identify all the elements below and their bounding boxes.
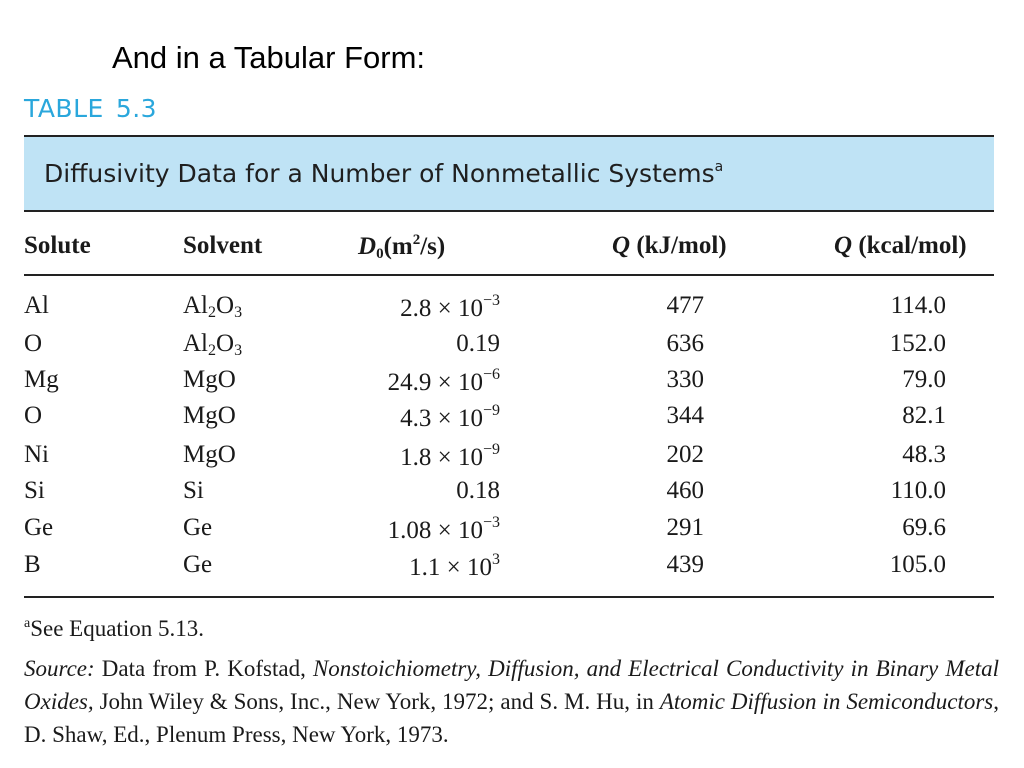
- cell-fragment: Ge: [183, 514, 213, 541]
- cell-q-kcal: 79.0: [902, 366, 946, 393]
- cell-fragment: 3: [234, 304, 243, 321]
- header-solvent: Solvent: [183, 232, 263, 259]
- cell-fragment: 1.8 × 10: [400, 444, 483, 471]
- table-caption-text: Diffusivity Data for a Number of Nonmetallic Systems: [44, 159, 715, 188]
- cell-fragment: −9: [482, 402, 500, 419]
- header-d0-units-sup: 2: [412, 232, 421, 248]
- cell-fragment: 1.08 × 10: [387, 517, 483, 544]
- cell-fragment: −3: [482, 514, 500, 531]
- header-d0-units-post: /s): [420, 233, 446, 260]
- footnote-text: See Equation 5.13.: [30, 616, 204, 641]
- table-row: [0, 551, 1024, 587]
- header-q-kj-units: (kJ/mol): [630, 232, 727, 259]
- header-q-kj: [612, 232, 727, 260]
- source-text: John Wiley & Sons, Inc., New York, 1972; and S. M. Hu, in: [93, 689, 660, 714]
- cell-q-kj: 344: [666, 402, 704, 429]
- cell-fragment: Ge: [183, 551, 213, 578]
- table-row: [0, 366, 1024, 402]
- cell-fragment: 3: [234, 342, 243, 359]
- cell-q-kcal: 69.6: [902, 514, 946, 541]
- cell-fragment: −6: [482, 366, 500, 383]
- cell-q-kcal: 82.1: [902, 402, 946, 429]
- cell-fragment: 24.9 × 10: [387, 369, 483, 396]
- cell-fragment: 0.18: [456, 477, 500, 504]
- cell-solute: Al: [24, 292, 49, 319]
- header-q-kcal: [834, 232, 967, 260]
- table-caption: [44, 159, 723, 188]
- table-label-word: TABLE: [24, 94, 104, 123]
- cell-fragment: 2: [208, 304, 216, 321]
- header-d0-sub: 0: [376, 246, 384, 262]
- cell-solute: Mg: [24, 366, 59, 393]
- source-italic-text: Atomic Diffusion in Semiconductors: [659, 689, 994, 714]
- cell-fragment: Al: [183, 330, 208, 357]
- bottom-rule: [24, 596, 994, 598]
- table-row: [0, 514, 1024, 550]
- cell-q-kcal: 114.0: [890, 292, 946, 319]
- cell-solute: O: [24, 402, 43, 429]
- header-q-kcal-units: (kcal/mol): [852, 232, 967, 259]
- cell-q-kj: 291: [666, 514, 704, 541]
- cell-fragment: Al: [183, 292, 208, 319]
- cell-fragment: 3: [492, 551, 500, 568]
- header-solute: Solute: [24, 232, 91, 259]
- cell-fragment: MgO: [183, 441, 236, 468]
- cell-q-kj: 202: [666, 441, 704, 468]
- cell-solute: Si: [24, 477, 45, 504]
- cell-fragment: −9: [482, 441, 500, 458]
- cell-q-kj: 460: [666, 477, 704, 504]
- header-q-kj-symbol: Q: [612, 232, 631, 259]
- table-footnote: [24, 616, 204, 642]
- cell-fragment: MgO: [183, 366, 236, 393]
- source-italic-text: Nonstoichiometry, Diffusion, and Electrical Conductivity in Binary Metal Oxides,: [24, 656, 999, 714]
- cell-solute: B: [24, 551, 41, 578]
- cell-fragment: MgO: [183, 402, 236, 429]
- cell-q-kcal: 48.3: [902, 441, 946, 468]
- slide-heading: And in a Tabular Form:: [112, 40, 426, 75]
- cell-fragment: 2: [208, 342, 216, 359]
- source-text: , D. Shaw, Ed., Plenum Press, New York, 1973.: [24, 689, 999, 747]
- table-row: [0, 441, 1024, 477]
- source-text: Data from P. Kofstad,: [94, 656, 313, 681]
- source-italic-text: Source:: [24, 656, 95, 681]
- header-d0-units-pre: (m: [383, 233, 413, 260]
- cell-fragment: O: [216, 292, 235, 319]
- cell-q-kj: 636: [666, 330, 704, 357]
- cell-fragment: 1.1 × 10: [409, 554, 492, 581]
- header-d0-symbol: D: [358, 233, 377, 260]
- table-row: [0, 477, 1024, 513]
- header-rule: [24, 274, 994, 276]
- cell-q-kcal: 105.0: [889, 551, 946, 578]
- header-q-kcal-symbol: Q: [834, 232, 853, 259]
- cell-q-kj: 477: [666, 292, 704, 319]
- table-source-note: [24, 652, 999, 751]
- cell-fragment: 0.19: [456, 330, 500, 357]
- cell-solute: Ni: [24, 441, 49, 468]
- cell-solute: Ge: [24, 514, 54, 541]
- cell-q-kj: 330: [666, 366, 704, 393]
- table-number: 5.3: [115, 94, 158, 123]
- table-row: [0, 330, 1024, 366]
- footnote-mark: a: [24, 616, 31, 631]
- table-label: [24, 94, 157, 123]
- cell-fragment: −3: [482, 292, 500, 309]
- table-row: [0, 402, 1024, 438]
- cell-fragment: O: [216, 330, 235, 357]
- header-d0: [358, 232, 445, 263]
- cell-q-kj: 439: [666, 551, 704, 578]
- cell-fragment: 4.3 × 10: [400, 405, 483, 432]
- cell-q-kcal: 110.0: [890, 477, 946, 504]
- cell-solute: O: [24, 330, 43, 357]
- table-row: [0, 292, 1024, 328]
- cell-fragment: 2.8 × 10: [400, 295, 483, 322]
- table-caption-bar: [24, 135, 994, 212]
- cell-fragment: Si: [183, 477, 204, 504]
- caption-footnote-mark: a: [714, 159, 724, 175]
- cell-q-kcal: 152.0: [889, 330, 946, 357]
